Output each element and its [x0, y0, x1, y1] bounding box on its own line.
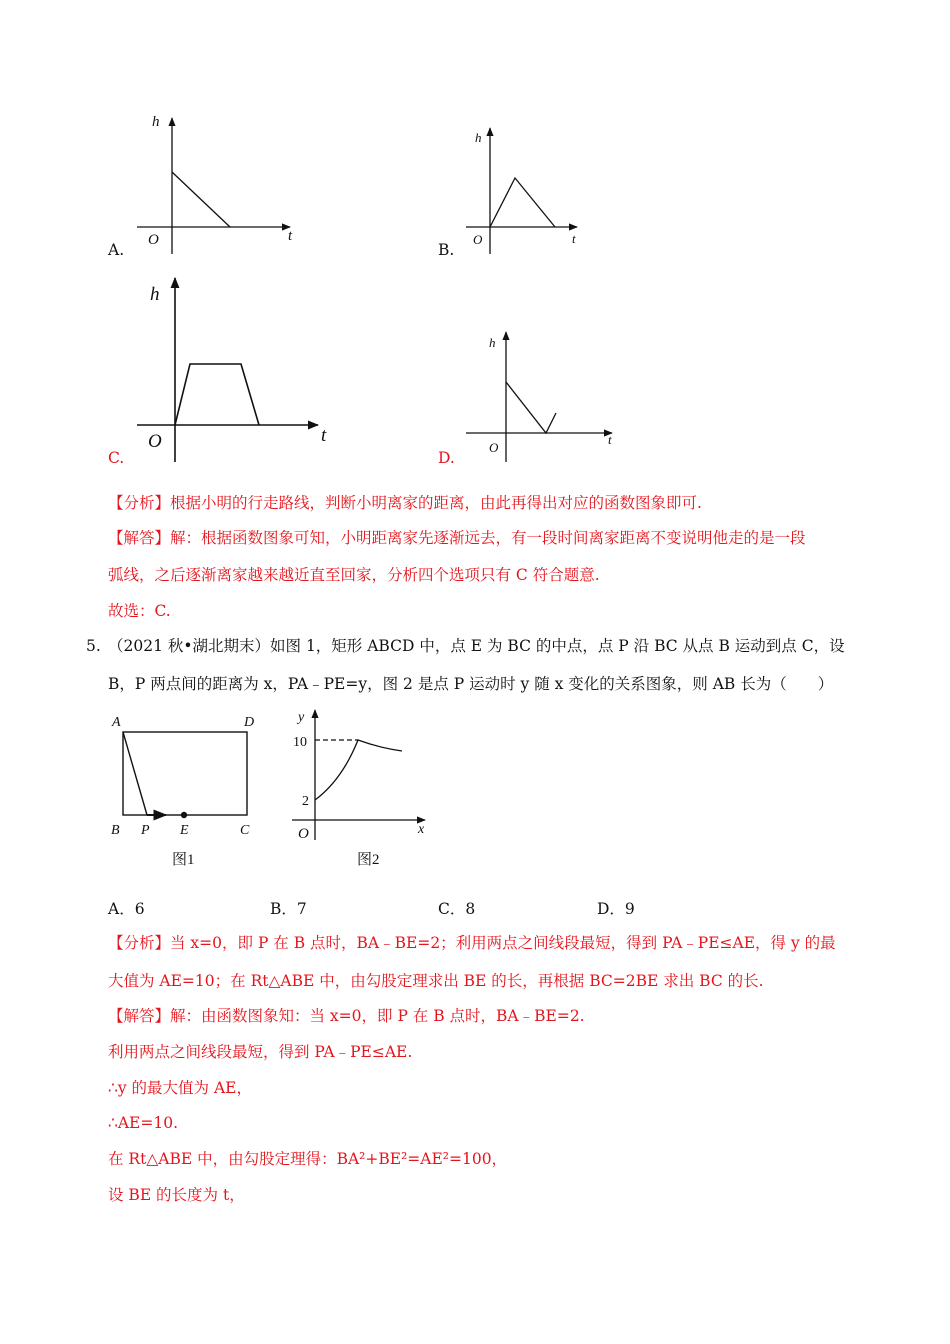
- q4-solution-line2: 弧线，之后逐渐离家越来越近直至回家，分析四个选项只有 C 符合题意.: [108, 566, 600, 584]
- q4-answer: 故选：C.: [108, 602, 171, 620]
- graph-a-line: [172, 172, 230, 227]
- graph-d: [466, 332, 612, 462]
- q5-stem-line1: （2021 秋•湖北期末）如图 1，矩形 ABCD 中，点 E 为 BC 的中点，点 P 沿 BC 从点 B 运动到点 C，设: [108, 637, 845, 655]
- fig1-label-a: A: [112, 715, 121, 730]
- option-c-label: C.: [108, 449, 125, 467]
- fig2-curve: [315, 740, 402, 800]
- graph-c-y-label: h: [150, 284, 160, 305]
- option-d-label: D.: [438, 449, 455, 467]
- option-b-label: B.: [438, 241, 455, 259]
- fig1-label-d: D: [244, 715, 255, 730]
- q4-analysis: 【分析】根据小明的行走路线，判断小明离家的距离，由此再得出对应的函数图象即可.: [108, 494, 702, 512]
- graph-a: [137, 118, 290, 254]
- q4-solution-line1: 【解答】解：根据函数图象可知，小明距离家先逐渐远去，有一段时间离家距离不变说明他走的是一段: [108, 529, 806, 547]
- figure-1: [123, 732, 247, 818]
- q5-solution-line3: ∴y 的最大值为 AE，: [108, 1079, 252, 1097]
- q5-number: 5.: [86, 637, 101, 655]
- q5-solution-line4: ∴AE=10.: [108, 1114, 179, 1132]
- figure-2: [292, 710, 425, 840]
- fig1-caption: 图1: [172, 852, 195, 868]
- graph-d-origin: O: [489, 440, 499, 455]
- graph-a-origin: O: [148, 232, 159, 248]
- graph-d-y-label: h: [489, 335, 496, 350]
- q5-solution-line1: 【解答】解：由函数图象知：当 x=0，即 P 在 B 点时，BA﹣BE=2.: [108, 1007, 585, 1025]
- fig1-label-p: P: [141, 823, 150, 838]
- option-a-label: A.: [108, 241, 125, 259]
- fig2-y-label: y: [298, 710, 305, 725]
- q5-analysis-line1: 【分析】当 x=0，即 P 在 B 点时，BA﹣BE=2；利用两点之间线段最短，得到 PA﹣PE≤AE，得 y 的最: [108, 934, 836, 952]
- graph-d-line: [506, 382, 556, 433]
- q5-option-c: C．8: [438, 900, 476, 918]
- graph-c-line: [175, 364, 259, 425]
- graph-b-y-label: h: [475, 130, 482, 145]
- fig1-label-e: E: [180, 823, 189, 838]
- graph-b-line: [490, 178, 555, 227]
- fig2-tick-2: 2: [302, 794, 309, 809]
- fig1-label-b: B: [111, 823, 120, 838]
- fig1-label-c: C: [240, 823, 250, 838]
- q5-analysis-line2: 大值为 AE=10；在 Rt△ABE 中，由勾股定理求出 BE 的长，再根据 BC=2BE 求出 BC 的长.: [108, 972, 764, 990]
- graph-d-x-label: t: [608, 432, 612, 447]
- q5-option-a: A．6: [108, 900, 145, 918]
- q5-solution-line2: 利用两点之间线段最短，得到 PA﹣PE≤AE.: [108, 1043, 413, 1061]
- graph-a-y-label: h: [152, 114, 160, 130]
- graph-c-x-label: t: [321, 425, 327, 446]
- graph-b-x-label: t: [572, 231, 576, 246]
- graph-c-origin: O: [148, 431, 162, 452]
- fig2-x-label: x: [418, 822, 425, 837]
- q5-stem-line2: B，P 两点间的距离为 x，PA﹣PE=y，图 2 是点 P 运动时 y 随 x 变化的关系图象，则 AB 长为（ ）: [108, 675, 834, 693]
- fig2-caption: 图2: [357, 852, 380, 868]
- graph-b: [466, 128, 577, 254]
- graph-a-x-label: t: [288, 228, 293, 244]
- q5-solution-line6: 设 BE 的长度为 t，: [108, 1186, 245, 1204]
- fig2-origin: O: [298, 826, 309, 842]
- graph-b-origin: O: [473, 232, 483, 247]
- q5-solution-line5: 在 Rt△ABE 中，由勾股定理得：BA²+BE²=AE²=100，: [108, 1150, 508, 1168]
- q5-option-d: D．9: [597, 900, 635, 918]
- fig2-tick-10: 10: [293, 735, 307, 750]
- q5-option-b: B．7: [270, 900, 307, 918]
- graph-c: [137, 278, 318, 462]
